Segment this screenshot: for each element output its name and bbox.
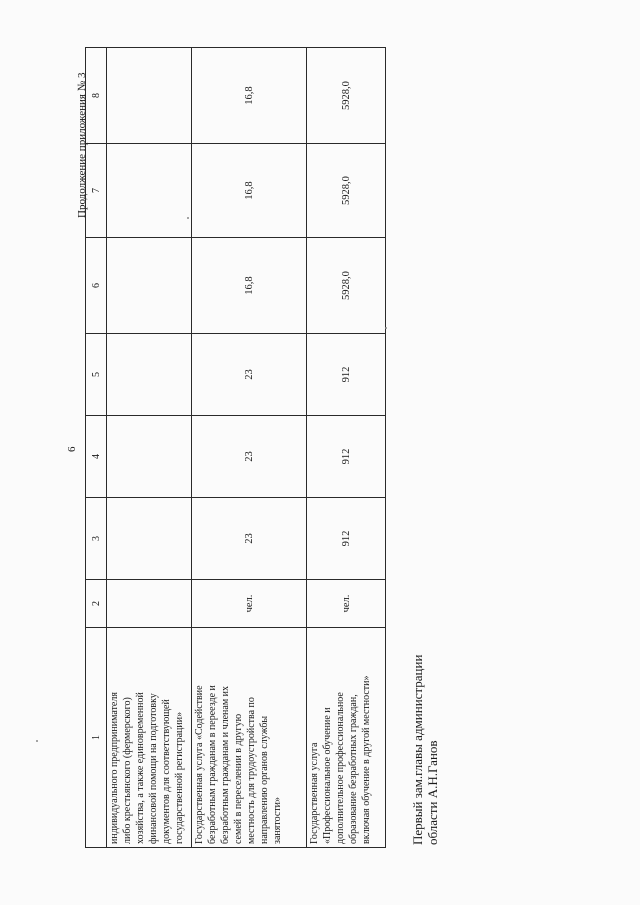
value-cell: 912 xyxy=(307,498,386,580)
scan-speck xyxy=(385,327,387,329)
table-row xyxy=(192,48,307,848)
value-cell: 5928,0 xyxy=(307,238,386,334)
data-table xyxy=(85,47,386,848)
value-cell: 16,8 xyxy=(192,144,307,238)
value-cell: 5928,0 xyxy=(307,144,386,238)
page-number: 6 xyxy=(66,446,78,452)
header-cell: 2 xyxy=(86,580,107,628)
scan-speck xyxy=(36,740,38,742)
unit-cell xyxy=(107,580,192,628)
header-cell: 5 xyxy=(86,334,107,416)
value-cell xyxy=(107,144,192,238)
value-cell xyxy=(107,48,192,144)
header-cell: 7 xyxy=(86,144,107,238)
value-cell xyxy=(107,498,192,580)
table-header-row xyxy=(86,48,107,848)
signature-name: области А.Н.Ганов xyxy=(425,740,440,845)
unit-cell: чел. xyxy=(192,580,307,628)
header-cell: 6 xyxy=(86,238,107,334)
value-cell xyxy=(107,416,192,498)
data-table-container xyxy=(85,48,378,848)
value-cell: 16,8 xyxy=(192,48,307,144)
service-description: Государственная услуга «Профессиональное обучение и дополнительное профессиональное образование безработных граждан, включая обучение в другой местности» xyxy=(307,628,386,848)
header-cell: 4 xyxy=(86,416,107,498)
header-cell: 3 xyxy=(86,498,107,580)
header-cell: 1 xyxy=(86,628,107,848)
unit-cell: чел. xyxy=(307,580,386,628)
value-cell: 912 xyxy=(307,416,386,498)
value-cell: 23 xyxy=(192,416,307,498)
value-cell: 912 xyxy=(307,334,386,416)
signature-title: Первый зам.главы администрации xyxy=(410,654,425,845)
appendix-note: Продолжение приложения № 3 xyxy=(76,72,88,218)
scan-speck xyxy=(187,217,189,219)
value-cell xyxy=(107,334,192,416)
header-cell: 8 xyxy=(86,48,107,144)
table-row xyxy=(307,48,386,848)
signature-block xyxy=(410,655,440,845)
value-cell: 23 xyxy=(192,498,307,580)
service-description: Государственная услуга «Содействие безработным гражданам в переезде и безработным гражданам и членам их семей в переселении в другую местность для трудоустройства по направлению органов службы занятости» xyxy=(192,628,307,848)
value-cell: 16,8 xyxy=(192,238,307,334)
service-description: индивидуального предпринимателя либо крестьянского (фермерского) хозяйства, а также единовременной финансовой помощи на подготовку документов для соответствующей государственной регистрации» xyxy=(107,628,192,848)
value-cell: 23 xyxy=(192,334,307,416)
value-cell: 5928,0 xyxy=(307,48,386,144)
value-cell xyxy=(107,238,192,334)
table-row xyxy=(107,48,192,848)
